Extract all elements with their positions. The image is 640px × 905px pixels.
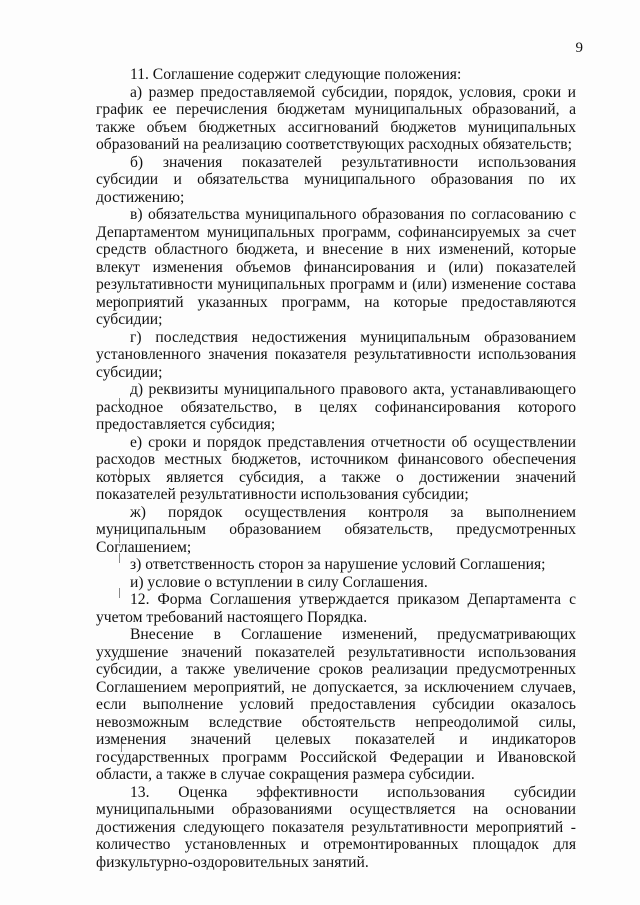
paragraph-13: 13. Оценка эффективности использования субсидии муниципальными образованиями осуществляется на основании достижения следующего показателя результативности мероприятий - количество установленных и отремонтированных площадок для физкультурно-оздоровительных занятий. — [96, 783, 576, 871]
paragraph-12: 12. Форма Соглашения утверждается приказом Департамента с учетом требований настоящего Порядка. — [96, 591, 576, 626]
document-body — [96, 66, 576, 871]
paragraph-11-z: з) ответственность сторон за нарушение условий Соглашения; — [130, 556, 546, 573]
paragraph-11-d: д) реквизиты муниципального правового акта, устанавливающего расходное обязательство, в целях софинансирования которого предоставляется субсидия; — [96, 381, 576, 433]
paragraph-11-zh: ж) порядок осуществления контроля за выполнением муниципальным образованием обязательств, предусмотренных Соглашением; — [96, 503, 576, 556]
paragraph-12-changes: Внесение в Соглашение изменений, предусматривающих ухудшение значений показателей результативности использования субсидии, а также увеличение сроков реализации предусмотренных Соглашением мероприятий, не допускается, за исключением случаев, если выполнение условий предоставления субсидии оказалось невозможным вследствие обстоятельств непреодолимой силы, изменения значений целевых показателей и индикаторов государственных программ Российской Федерации и Ивановской области, а также в случае сокращения размера субсидии. — [96, 626, 576, 783]
paragraph-11-i: и) условие о вступлении в силу Соглашения. — [130, 573, 428, 591]
paragraph-11-e: е) сроки и порядок представления отчетности об осуществлении расходов местных бюджетов, источником финансового обеспечения которых является субсидия, а также о достижении значений показателей результативности использования субсидии; — [96, 433, 576, 503]
paragraph-11-intro: 11. Соглашение содержит следующие положения: — [130, 66, 462, 83]
page-number: 9 — [575, 40, 583, 56]
paragraph-11-a: а) размер предоставляемой субсидии, порядок, условия, сроки и график ее перечисления бюджетам муниципальных образований, а также объем бюджетных ассигнований бюджетов муниципальных образований на реализацию соответствующих расходных обязательств; — [96, 83, 576, 153]
paragraph-11-g: г) последствия недостижения муниципальным образованием установленного значения показателя результативности использования субсидии; — [96, 328, 576, 381]
paragraph-11-b: б) значения показателей результативности использования субсидии и обязательства муниципального образования по их достижению; — [96, 153, 576, 206]
paragraph-11-v: в) обязательства муниципального образования по согласованию с Департаментом муниципальных программ, софинансируемых за счет средств областного бюджета, и внесение в них изменений, которые влекут изменения объемов финансирования и (или) показателей результативности муниципальных программ и (или) изменение состава мероприятий указанных программ, на которые предоставляются субсидии; — [96, 206, 576, 328]
